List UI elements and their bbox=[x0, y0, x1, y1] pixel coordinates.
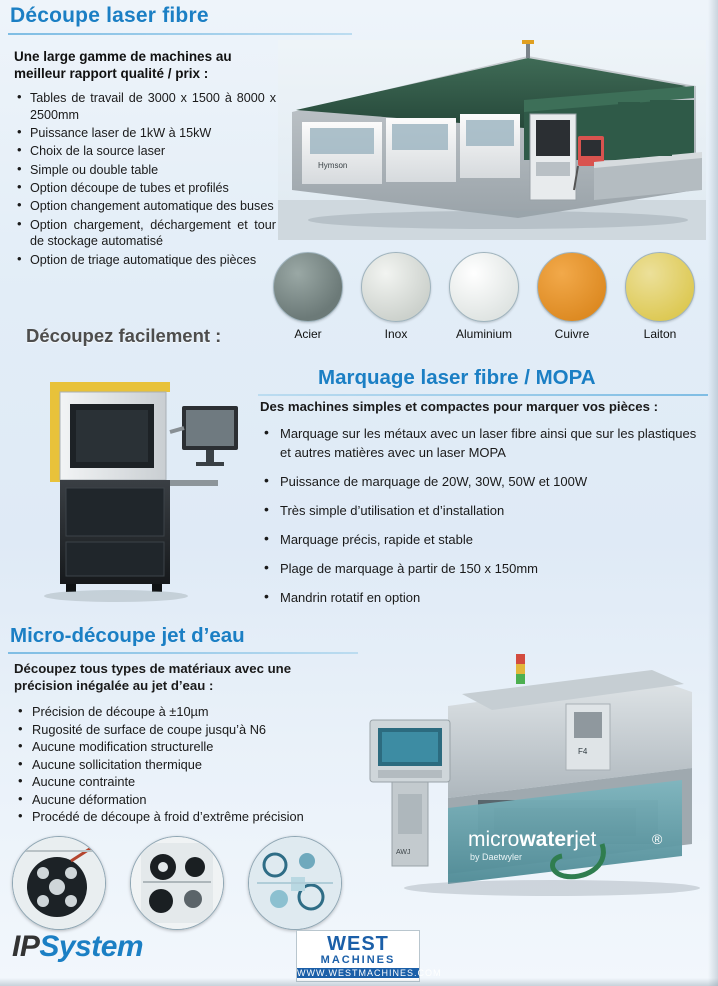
west-machines-logo bbox=[296, 930, 442, 982]
list-item: • Puissance de marquage de 20W, 30W, 50W et 100W bbox=[258, 472, 708, 491]
list-item: • Très simple d’utilisation et d’installation bbox=[258, 501, 708, 520]
section2-bullet-list bbox=[258, 424, 708, 617]
list-item: • Aucune modification structurelle bbox=[14, 738, 364, 756]
material-aluminium bbox=[448, 252, 520, 341]
materials-row bbox=[272, 252, 706, 352]
machine-brand-text: Hymson bbox=[318, 161, 348, 170]
waterjet-side-label: AWJ bbox=[396, 849, 411, 856]
material-inox bbox=[360, 252, 432, 341]
list-item: • Puissance laser de 1kW à 15kW bbox=[14, 125, 276, 142]
section2-divider bbox=[258, 394, 708, 396]
list-item: • Aucune sollicitation thermique bbox=[14, 756, 364, 774]
section3-intro: Découpez tous types de matériaux avec une précision inégalée au jet d’eau : bbox=[14, 661, 292, 693]
footer-brand-prefix: IP bbox=[12, 930, 40, 963]
list-item: • Aucune déformation bbox=[14, 791, 364, 809]
section1-divider bbox=[8, 33, 352, 35]
list-item: • Option changement automatique des buses bbox=[14, 198, 276, 215]
material-swatch-cuivre bbox=[537, 252, 607, 322]
section3-title: Micro-découpe jet d’eau bbox=[10, 624, 245, 647]
list-item: • Précision de découpe à ±10µm bbox=[14, 703, 364, 721]
logo-line-2: MACHINES bbox=[320, 954, 396, 966]
section1-intro: Une large gamme de machines au meilleur rapport qualité / prix : bbox=[14, 49, 232, 81]
material-swatch-acier bbox=[273, 252, 343, 322]
sample-photo-2 bbox=[130, 836, 224, 930]
footer-brand-suffix: System bbox=[39, 930, 144, 963]
list-item: • Rugosité de surface de coupe jusqu’à N6 bbox=[14, 721, 364, 739]
material-label: Cuivre bbox=[554, 327, 590, 341]
list-item: • Marquage sur les métaux avec un laser fibre ainsi que sur les plastiques et autres matières avec un laser MOPA bbox=[258, 424, 708, 462]
list-item: • Procédé de découpe à froid d’extrême précision bbox=[14, 808, 364, 826]
material-label: Inox bbox=[384, 327, 408, 341]
list-item: • Option chargement, déchargement et tour de stockage automatisé bbox=[14, 217, 276, 251]
waterjet-brand-main: microwaterjet bbox=[468, 828, 597, 851]
list-item: • Choix de la source laser bbox=[14, 143, 276, 160]
sample-photo-1 bbox=[12, 836, 106, 930]
waterjet-sample-photos bbox=[6, 836, 356, 930]
material-label: Acier bbox=[294, 327, 322, 341]
list-item: • Marquage précis, rapide et stable bbox=[258, 530, 708, 549]
section1-bullet-list bbox=[14, 90, 276, 270]
logo-line-3: WWW.WESTMACHINES.COM bbox=[297, 968, 442, 978]
material-acier bbox=[272, 252, 344, 341]
list-item: • Mandrin rotatif en option bbox=[258, 588, 708, 607]
material-swatch-inox bbox=[361, 252, 431, 322]
waterjet-screen-label: F4 bbox=[578, 747, 588, 756]
material-label: Laiton bbox=[643, 327, 677, 341]
section1-title: Découpe laser fibre bbox=[10, 4, 209, 27]
waterjet-brand-sub: by Daetwyler bbox=[470, 852, 523, 862]
waterjet-machine-photo bbox=[352, 648, 710, 898]
waterjet-brand-registered: ® bbox=[652, 831, 663, 847]
material-swatch-aluminium bbox=[449, 252, 519, 322]
logo-line-1: WEST bbox=[327, 933, 389, 955]
list-item: • Aucune contrainte bbox=[14, 773, 364, 791]
material-swatch-laiton bbox=[625, 252, 695, 322]
section3-divider bbox=[8, 652, 358, 654]
material-label: Aluminium bbox=[455, 327, 512, 341]
list-item: • Simple ou double table bbox=[14, 162, 276, 179]
sample-photo-3 bbox=[248, 836, 342, 930]
material-cuivre bbox=[536, 252, 608, 341]
materials-heading: Découpez facilement : bbox=[26, 325, 222, 346]
fiber-laser-machine-photo bbox=[278, 40, 706, 240]
list-item: • Option de triage automatique des pièces bbox=[14, 252, 276, 269]
section3-bullet-list bbox=[14, 703, 364, 826]
section2-title: Marquage laser fibre / MOPA bbox=[318, 366, 596, 389]
footer-brand bbox=[12, 930, 143, 964]
laser-marking-machine-photo bbox=[36, 362, 256, 604]
list-item: • Tables de travail de 3000 x 1500 à 8000 x 2500mm bbox=[14, 90, 276, 124]
section2-intro: Des machines simples et compactes pour marquer vos pièces : bbox=[260, 399, 658, 414]
list-item: • Plage de marquage à partir de 150 x 150mm bbox=[258, 559, 708, 578]
material-laiton bbox=[624, 252, 696, 341]
list-item: • Option découpe de tubes et profilés bbox=[14, 180, 276, 197]
